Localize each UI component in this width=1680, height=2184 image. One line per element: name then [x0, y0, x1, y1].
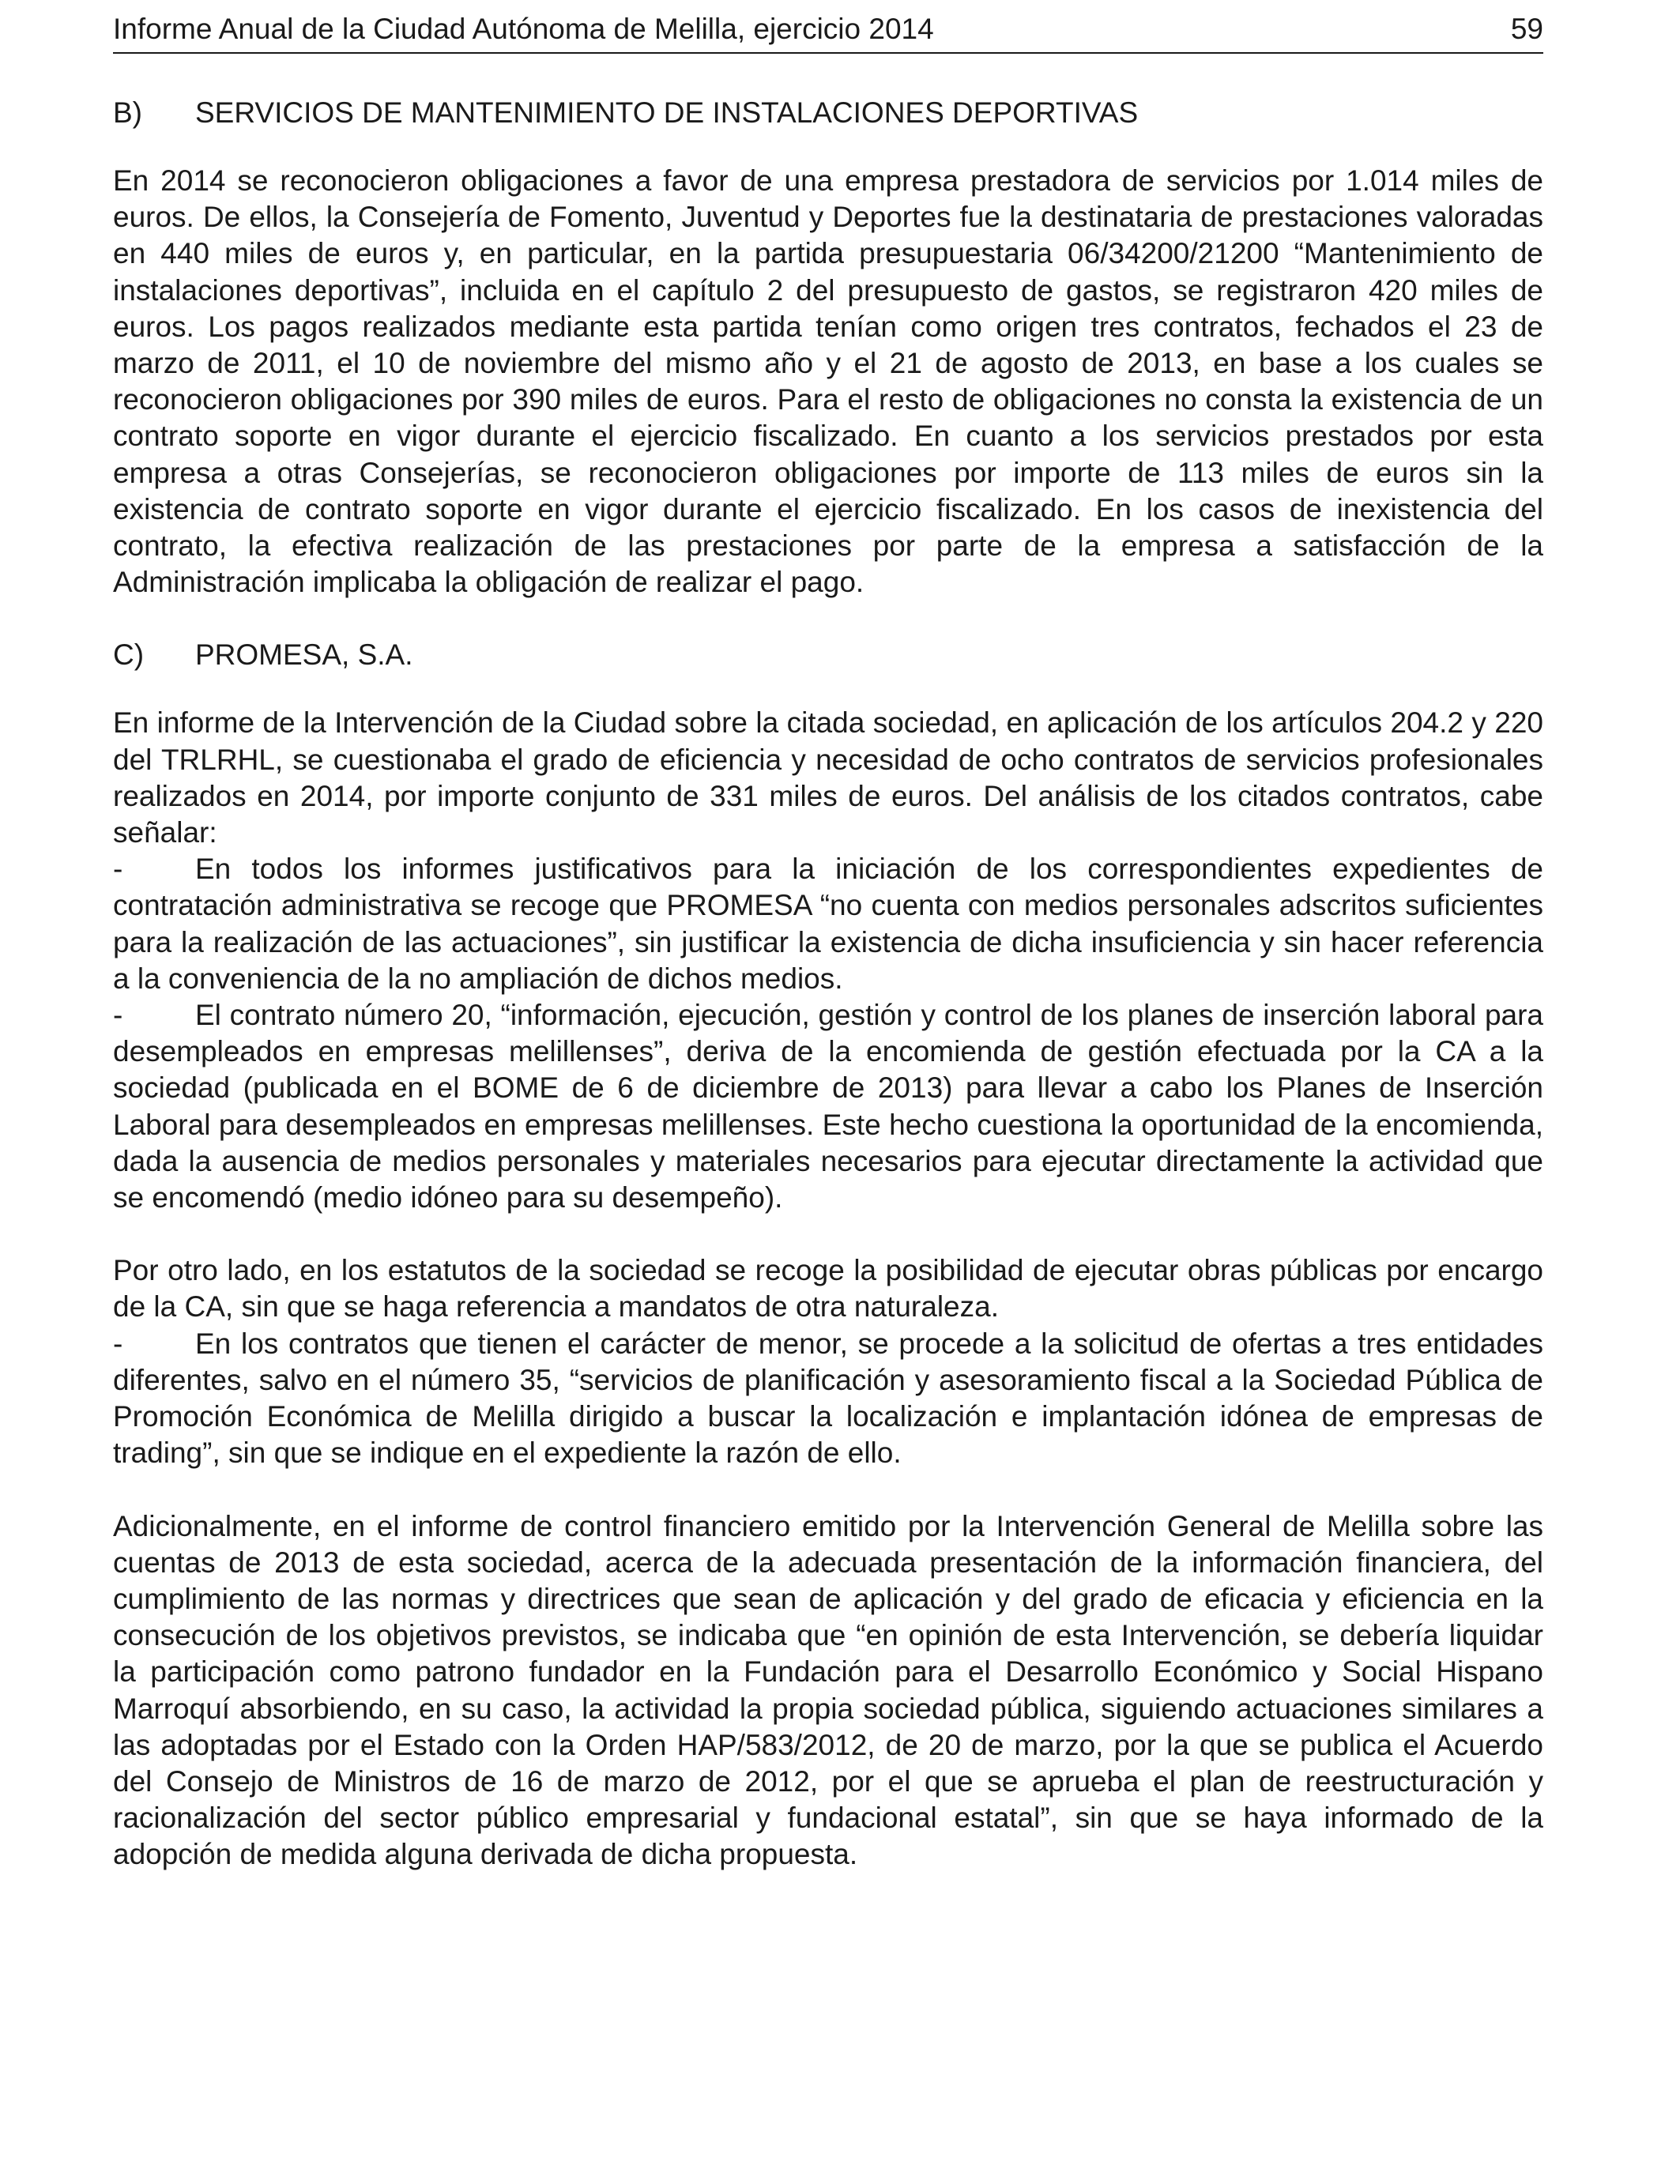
bullet-dash: -: [113, 853, 123, 886]
section-b-heading: [113, 95, 1543, 131]
final-paragraph: Adicionalmente, en el informe de control financiero emitido por la Intervención General de Melilla sobre las cuentas de 2013 de esta sociedad, acerca de la adecuada presentación de la información financiera, del cumplimiento de las normas y directrices que sean de aplicación y del grado de eficacia y eficiencia en la consecución de los objetivos previstos, se indicaba que “en opinión de esta Intervención, se debería liquidar la participación como patrono fundador en la Fundación para el Desarrollo Económico y Social Hispano Marroquí absorbiendo, en su caso, la actividad la propia sociedad pública, siguiendo actuaciones similares a las adoptadas por el Estado con la Orden HAP/583/2012, de 20 de marzo, por la que se publica el Acuerdo del Consejo de Ministros de 16 de marzo de 2012, por el que se aprueba el plan de reestructuración y racionalización del sector público empresarial y fundacional estatal”, sin que se haya informado de la adopción de medida alguna derivada de dicha propuesta.: [113, 1509, 1543, 1871]
bullet-item-3: [113, 1326, 1543, 1472]
section-c-title: PROMESA, S.A.: [195, 638, 413, 672]
section-c-letter: C): [113, 638, 145, 672]
section-b-title: SERVICIOS DE MANTENIMIENTO DE INSTALACIONES DEPORTIVAS: [195, 96, 1139, 129]
statutes-paragraph: Por otro lado, en los estatutos de la sociedad se recoge la posibilidad de ejecutar obras públicas por encargo de la CA, sin que se haga referencia a mandatos de otra naturaleza.: [113, 1254, 1543, 1324]
header-title: Informe Anual de la Ciudad Autónoma de Melilla, ejercicio 2014: [113, 13, 934, 45]
bullet-dash: -: [113, 1327, 123, 1360]
bullet-2-text: El contrato número 20, “información, ejecución, gestión y control de los planes de inserción laboral para desempleados en empresas melillenses”, deriva de la encomienda de gestión efectuada por la CA a la sociedad (publicada en el BOME de 6 de diciembre de 2013) para llevar a cabo los Planes de Inserción Laboral para desempleados en empresas melillenses. Este hecho cuestiona la oportunidad de la encomienda, dada la ausencia de medios personales y materiales necesarios para ejecutar directamente la actividad que se encomendó (medio idóneo para su desempeño).: [113, 999, 1543, 1214]
section-c-intro: En informe de la Intervención de la Ciudad sobre la citada sociedad, en aplicación de los artículos 204.2 y 220 del TRLRHL, se cuestionaba el grado de eficiencia y necesidad de ocho contratos de servicios profesionales realizados en 2014, por importe conjunto de 331 miles de euros. Del análisis de los citados contratos, cabe señalar:: [113, 706, 1543, 849]
section-b-letter: B): [113, 96, 142, 129]
bullet-dash: -: [113, 999, 123, 1032]
page-header: [113, 11, 1543, 54]
section-c-heading: [113, 637, 1543, 673]
page-number: 59: [1510, 13, 1543, 45]
bullet-item-2: [113, 997, 1543, 1216]
document-page: [113, 11, 1543, 1873]
bullet-1-text: En todos los informes justificativos para la iniciación de los correspondientes expedientes de contratación administrativa se recoge que PROMESA “no cuenta con medios personales adscritos suficientes para la realización de las actuaciones”, sin justificar la existencia de dicha insuficiencia y sin hacer referencia a la conveniencia de la no ampliación de dichos medios.: [113, 853, 1543, 995]
section-b-paragraph: En 2014 se reconocieron obligaciones a favor de una empresa prestadora de servicios por 1.014 miles de euros. De ellos, la Consejería de Fomento, Juventud y Deportes fue la destinataria de prestaciones valoradas en 440 miles de euros y, en particular, en la partida presupuestaria 06/34200/21200 “Mantenimiento de instalaciones deportivas”, incluida en el capítulo 2 del presupuesto de gastos, se registraron 420 miles de euros. Los pagos realizados mediante esta partida tenían como origen tres contratos, fechados el 23 de marzo de 2011, el 10 de noviembre del mismo año y el 21 de agosto de 2013, en base a los cuales se reconocieron obligaciones por 390 miles de euros. Para el resto de obligaciones no consta la existencia de un contrato soporte en vigor durante el ejercicio fiscalizado. En cuanto a los servicios prestados por esta empresa a otras Consejerías, se reconocieron obligaciones por importe de 113 miles de euros sin la existencia de contrato soporte en vigor durante el ejercicio fiscalizado. En los casos de inexistencia del contrato, la efectiva realización de las prestaciones por parte de la empresa a satisfacción de la Administración implicaba la obligación de realizar el pago.: [113, 164, 1543, 599]
bullet-item-1: [113, 851, 1543, 997]
bullet-3-text: En los contratos que tienen el carácter de menor, se procede a la solicitud de ofertas a tres entidades diferentes, salvo en el número 35, “servicios de planificación y asesoramiento fiscal a la Sociedad Pública de Promoción Económica de Melilla dirigido a buscar la localización e implantación idónea de empresas de trading”, sin que se indique en el expediente la razón de ello.: [113, 1327, 1543, 1470]
